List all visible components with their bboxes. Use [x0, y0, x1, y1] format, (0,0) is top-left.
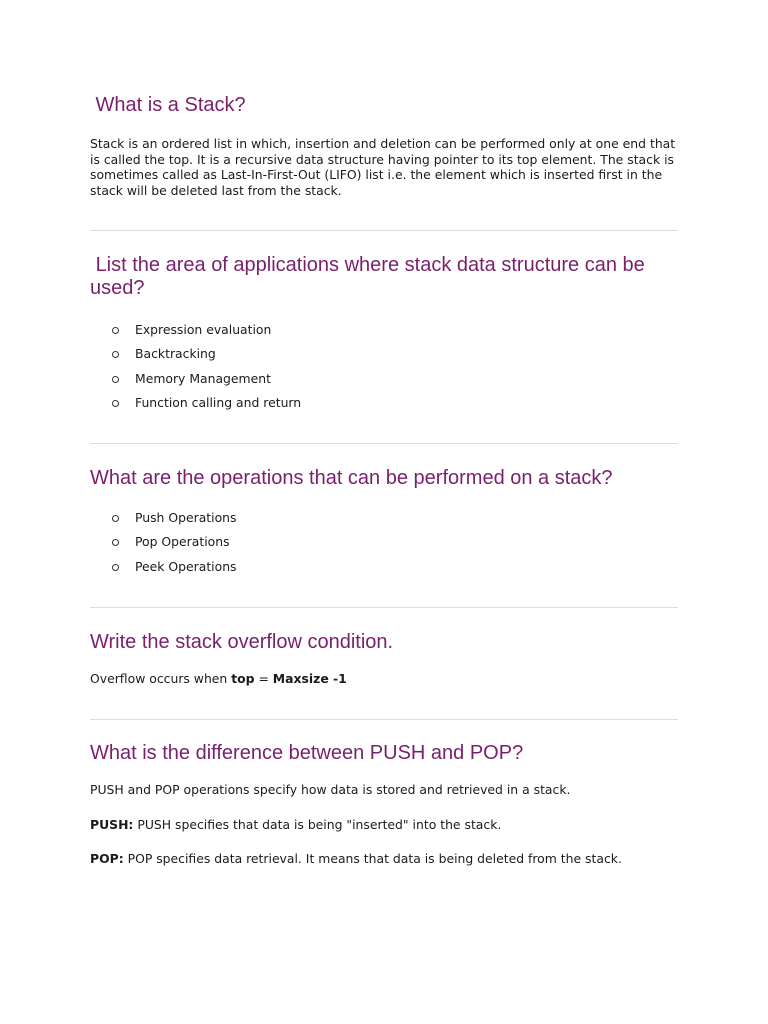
list-item: Pop Operations: [90, 530, 678, 554]
divider-4: [90, 719, 678, 720]
paragraph-pop-definition: POP: POP specifies data retrieval. It means that data is being deleted from the stack.: [90, 851, 622, 866]
paragraph-push-pop-intro: PUSH and POP operations specify how data is stored and retrieved in a stack.: [90, 782, 571, 797]
divider-3: [90, 607, 678, 608]
divider-2: [90, 443, 678, 444]
list-item: Backtracking: [90, 342, 678, 366]
circle-bullet-icon: [112, 400, 119, 407]
list-item: Expression evaluation: [90, 318, 678, 342]
paragraph-overflow: Overflow occurs when top = Maxsize -1: [90, 671, 347, 686]
circle-bullet-icon: [112, 351, 119, 358]
circle-bullet-icon: [112, 539, 119, 546]
heading-push-pop-difference: What is the difference between PUSH and POP?: [90, 742, 524, 764]
heading-stack-operations: What are the operations that can be performed on a stack?: [90, 467, 613, 489]
heading-what-is-stack: What is a Stack?: [90, 94, 246, 116]
circle-bullet-icon: [112, 515, 119, 522]
divider-1: [90, 230, 678, 231]
heading-stack-applications: List the area of applications where stack data structure can be used?: [90, 254, 651, 299]
paragraph-push-definition: PUSH: PUSH specifies that data is being "inserted" into the stack.: [90, 817, 502, 832]
circle-bullet-icon: [112, 327, 119, 334]
list-item: Function calling and return: [90, 391, 678, 415]
heading-overflow-condition: Write the stack overflow condition.: [90, 631, 394, 653]
list-item: Peek Operations: [90, 555, 678, 579]
list-applications: [90, 318, 678, 416]
circle-bullet-icon: [112, 564, 119, 571]
list-operations: [90, 506, 678, 579]
circle-bullet-icon: [112, 376, 119, 383]
list-item: Push Operations: [90, 506, 678, 530]
paragraph-stack-definition: Stack is an ordered list in which, insertion and deletion can be performed only at one end that is called the top. It is a recursive data structure having pointer to its top element. The stack is sometimes called as Last-In-First-Out (LIFO) list i.e. the element which is inserted first in the stack will be deleted last from the stack.: [90, 136, 676, 199]
list-item: Memory Management: [90, 367, 678, 391]
